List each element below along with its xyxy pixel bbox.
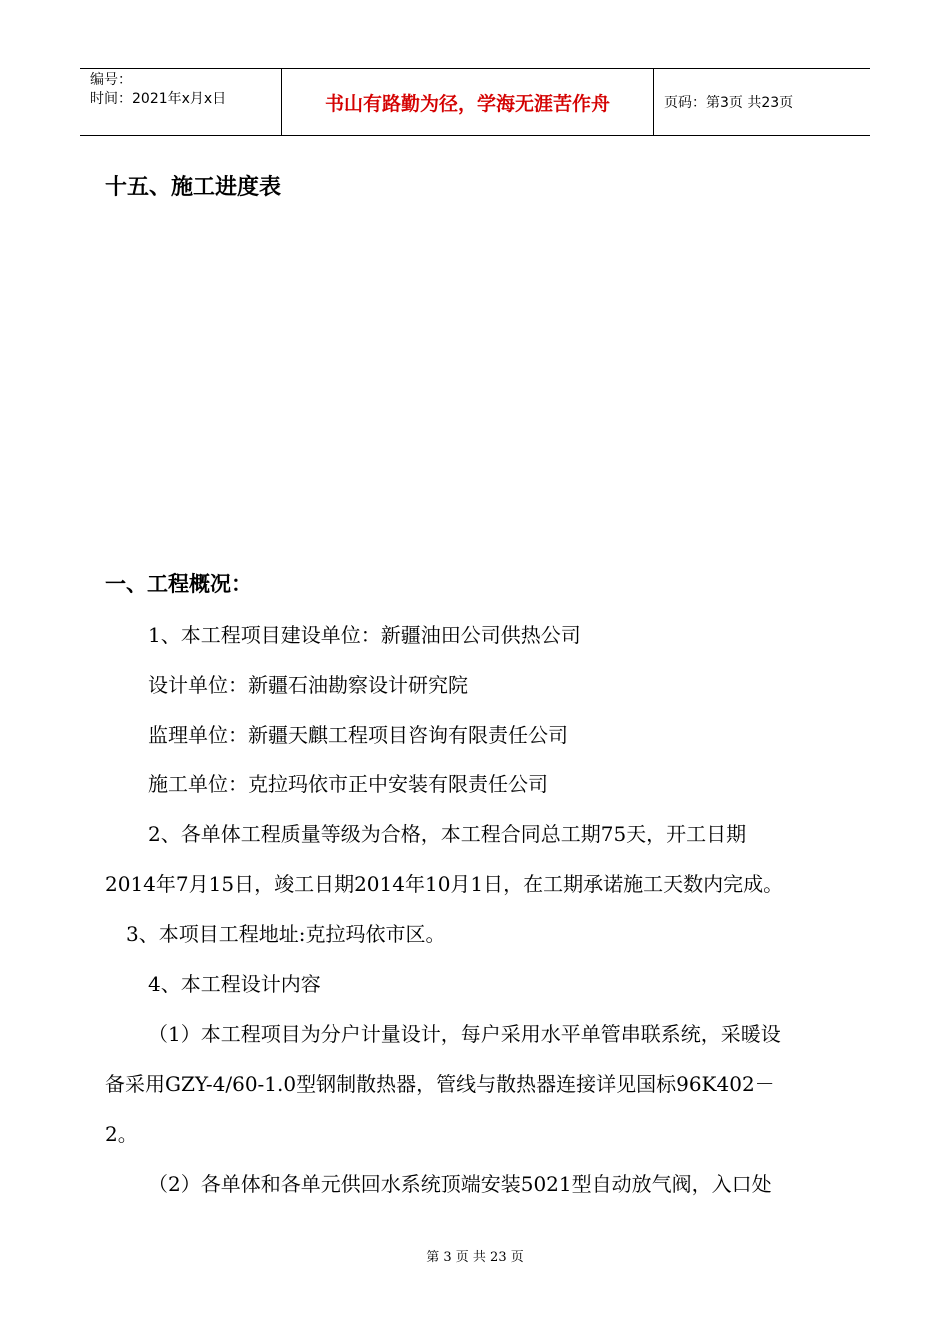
paragraph-5-line-2: 2014年7月15日，竣工日期2014年10月1日，在工期承诺施工天数内完成。 — [105, 872, 784, 896]
paragraph-8-line-3: 2。 — [105, 1122, 138, 1146]
paragraph-6: 3、本项目工程地址:克拉玛依市区。 — [126, 922, 446, 946]
paragraph-2: 设计单位：新疆石油勘察设计研究院 — [148, 673, 468, 697]
section-15-title: 十五、施工进度表 — [105, 175, 282, 200]
paragraph-5-line-1: 2、各单体工程质量等级为合格，本工程合同总工期75天，开工日期 — [148, 822, 747, 846]
header-motto: 书山有路勤为径，学海无涯苦作舟 — [282, 69, 654, 135]
page-footer: 第 3 页 共 23 页 — [426, 1250, 524, 1265]
paragraph-8-line-2: 备采用GZY-4/60-1.0型钢制散热器，管线与散热器连接详见国标96K402－ — [105, 1072, 775, 1096]
header-page-label: 页码：第3页 共23页 — [664, 95, 794, 111]
header-info-cell — [80, 69, 282, 135]
paragraph-7: 4、本工程设计内容 — [148, 972, 321, 996]
paragraph-9: （2）各单体和各单元供回水系统顶端安装5021型自动放气阀，入口处 — [148, 1172, 772, 1196]
section-1-title: 一、工程概况： — [105, 572, 252, 596]
paragraph-3: 监理单位：新疆天麒工程项目咨询有限责任公司 — [148, 723, 568, 747]
paragraph-1: 1、本工程项目建设单位：新疆油田公司供热公司 — [148, 623, 581, 647]
paragraph-4: 施工单位：克拉玛依市正中安装有限责任公司 — [148, 772, 548, 796]
time-label: 时间：2021年x月x日 — [90, 91, 227, 107]
paragraph-8-line-1: （1）本工程项目为分户计量设计，每户采用水平单管串联系统，采暖设 — [148, 1022, 781, 1046]
code-label: 编号： — [90, 72, 132, 88]
page-header — [80, 68, 870, 136]
